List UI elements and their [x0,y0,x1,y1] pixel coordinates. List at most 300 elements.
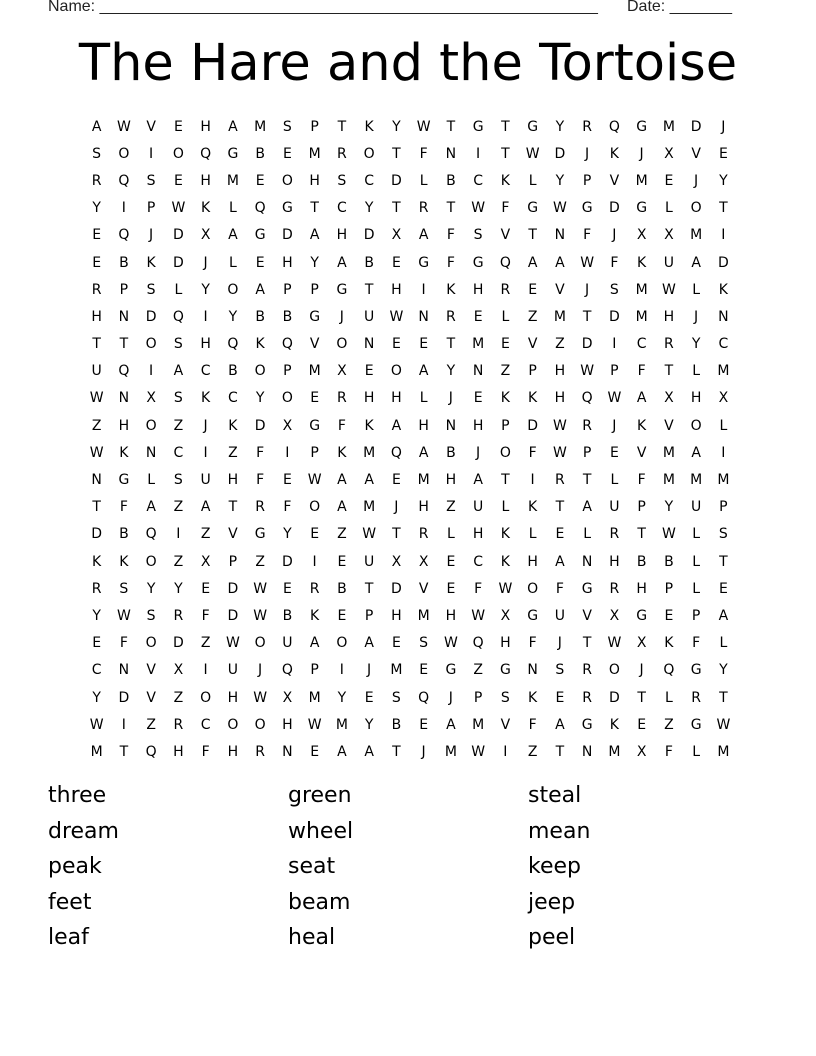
grid-letter[interactable]: G [445,662,457,679]
grid-letter[interactable]: E [609,444,619,461]
grid-letter[interactable]: Y [201,281,210,298]
grid-letter[interactable]: P [310,118,319,135]
grid-letter[interactable]: T [92,499,101,516]
grid-letter[interactable]: C [364,172,375,189]
grid-letter[interactable]: E [391,254,401,271]
grid-letter[interactable]: M [390,662,403,679]
grid-letter[interactable]: Y [719,662,728,679]
grid-letter[interactable]: O [281,172,293,189]
grid-letter[interactable]: R [255,743,265,760]
grid-letter[interactable]: O [608,662,620,679]
grid-letter[interactable]: J [258,662,263,679]
grid-letter[interactable]: A [91,118,102,135]
grid-letter[interactable]: J [203,417,208,434]
grid-letter[interactable]: Z [527,743,538,760]
grid-letter[interactable]: N [363,336,375,353]
grid-letter[interactable]: N [527,662,538,679]
grid-letter[interactable]: K [718,281,728,298]
grid-letter[interactable]: Q [608,118,620,135]
grid-letter[interactable]: R [91,580,102,597]
grid-letter[interactable]: X [664,390,674,407]
grid-letter[interactable]: X [391,553,402,570]
grid-letter[interactable]: D [254,417,266,434]
grid-letter[interactable]: S [146,172,156,189]
grid-letter[interactable]: V [228,526,238,543]
grid-letter[interactable]: H [227,472,239,489]
grid-letter[interactable]: E [282,472,292,489]
grid-letter[interactable]: B [255,308,265,325]
grid-letter[interactable]: A [555,716,565,733]
grid-letter[interactable]: K [446,281,456,298]
grid-letter[interactable]: S [500,689,510,706]
grid-letter[interactable]: F [664,743,673,760]
grid-letter[interactable]: O [200,689,212,706]
grid-letter[interactable]: L [692,363,701,380]
grid-letter[interactable]: G [690,662,702,679]
grid-letter[interactable]: O [363,145,375,162]
grid-letter[interactable]: W [443,635,458,652]
grid-letter[interactable]: O [227,281,239,298]
grid-letter[interactable]: A [364,472,374,489]
grid-letter[interactable]: H [500,635,511,652]
grid-letter[interactable]: T [446,200,456,217]
grid-letter[interactable]: E [337,607,347,624]
grid-letter[interactable]: A [337,254,347,271]
grid-letter[interactable]: F [692,635,701,652]
grid-letter[interactable]: L [692,580,701,597]
grid-letter[interactable]: R [418,526,429,543]
grid-letter[interactable]: X [282,689,293,706]
grid-letter[interactable]: G [527,118,539,135]
grid-letter[interactable]: U [364,308,375,325]
grid-letter[interactable]: I [203,662,208,679]
grid-letter[interactable]: G [499,662,511,679]
grid-letter[interactable]: E [92,635,102,652]
grid-letter[interactable]: R [91,172,102,189]
grid-letter[interactable]: H [554,390,566,407]
grid-letter[interactable]: L [147,472,156,489]
grid-letter[interactable]: K [228,417,238,434]
grid-letter[interactable]: L [692,553,701,570]
grid-letter[interactable]: M [662,444,675,461]
grid-letter[interactable]: Q [172,308,184,325]
grid-letter[interactable]: F [555,580,564,597]
grid-letter[interactable]: C [200,363,211,380]
grid-letter[interactable]: O [390,363,402,380]
grid-letter[interactable]: X [636,227,647,244]
grid-letter[interactable]: E [92,227,102,244]
grid-letter[interactable]: A [228,227,238,244]
grid-letter[interactable]: V [527,336,538,353]
grid-letter[interactable]: T [92,336,101,353]
grid-letter[interactable]: D [527,417,539,434]
grid-letter[interactable]: O [309,499,321,516]
grid-letter[interactable]: M [472,336,485,353]
grid-letter[interactable]: I [312,553,317,570]
grid-letter[interactable]: Z [173,689,184,706]
grid-letter[interactable]: O [336,336,348,353]
grid-letter[interactable]: K [364,417,374,434]
grid-letter[interactable]: Y [364,200,374,217]
grid-letter[interactable]: T [310,200,319,217]
grid-letter[interactable]: S [609,281,619,298]
grid-letter[interactable]: K [500,526,510,543]
grid-letter[interactable]: Q [145,743,157,760]
grid-letter[interactable]: M [553,308,566,325]
grid-letter[interactable]: L [228,200,237,217]
grid-letter[interactable]: D [172,635,184,652]
grid-letter[interactable]: L [664,200,673,217]
grid-letter[interactable]: A [364,743,374,760]
grid-letter[interactable]: S [146,607,156,624]
grid-letter[interactable]: J [367,662,372,679]
grid-letter[interactable]: E [555,526,565,543]
grid-letter[interactable]: C [636,336,647,353]
grid-letter[interactable]: Y [283,526,292,543]
grid-letter[interactable]: S [173,472,183,489]
grid-letter[interactable]: Q [472,635,484,652]
grid-letter[interactable]: E [364,689,374,706]
grid-letter[interactable]: G [309,308,321,325]
grid-letter[interactable]: K [255,336,265,353]
grid-letter[interactable]: T [228,499,238,516]
grid-letter[interactable]: S [119,580,129,597]
grid-letter[interactable]: W [580,363,595,380]
grid-letter[interactable]: E [391,472,401,489]
grid-letter[interactable]: H [200,336,211,353]
grid-letter[interactable]: F [474,580,483,597]
grid-letter[interactable]: M [690,227,703,244]
grid-letter[interactable]: Y [691,336,701,353]
grid-letter[interactable]: H [527,553,538,570]
grid-letter[interactable]: W [607,635,622,652]
grid-letter[interactable]: H [363,390,375,407]
grid-letter[interactable]: E [473,308,483,325]
grid-letter[interactable]: D [118,689,130,706]
grid-letter[interactable]: R [555,472,565,489]
grid-letter[interactable]: B [119,254,129,271]
grid-letter[interactable]: O [118,145,130,162]
grid-letter[interactable]: M [226,172,239,189]
grid-letter[interactable]: K [528,390,538,407]
grid-letter[interactable]: D [172,227,184,244]
grid-letter[interactable]: H [663,308,675,325]
grid-letter[interactable]: J [448,689,453,706]
grid-letter[interactable]: D [227,607,239,624]
grid-letter[interactable]: X [337,363,347,380]
grid-letter[interactable]: W [253,689,268,706]
grid-letter[interactable]: F [256,472,265,489]
grid-letter[interactable]: K [364,118,374,135]
grid-letter[interactable]: Q [418,689,430,706]
grid-letter[interactable]: U [554,607,565,624]
grid-letter[interactable]: J [476,444,481,461]
grid-letter[interactable]: A [636,390,647,407]
grid-letter[interactable]: M [90,743,103,760]
grid-letter[interactable]: M [472,716,485,733]
grid-letter[interactable]: M [717,363,730,380]
grid-letter[interactable]: C [173,444,184,461]
grid-letter[interactable]: F [501,200,510,217]
grid-letter[interactable]: E [92,254,102,271]
grid-letter[interactable]: P [691,607,701,624]
grid-letter[interactable]: D [281,553,293,570]
grid-letter[interactable]: T [637,526,646,543]
grid-letter[interactable]: C [91,662,102,679]
grid-letter[interactable]: L [501,499,510,516]
grid-letter[interactable]: D [363,227,375,244]
grid-letter[interactable]: I [176,526,181,543]
grid-letter[interactable]: S [173,336,183,353]
grid-letter[interactable]: A [309,227,320,244]
grid-letter[interactable]: A [582,499,592,516]
grid-letter[interactable]: K [637,254,647,271]
grid-letter[interactable]: K [664,635,674,652]
grid-letter[interactable]: Z [173,499,184,516]
grid-letter[interactable]: Y [555,172,565,189]
grid-letter[interactable]: A [718,607,729,624]
grid-letter[interactable]: S [555,662,565,679]
grid-letter[interactable]: V [146,662,156,679]
grid-letter[interactable]: J [448,390,453,407]
grid-letter[interactable]: F [256,444,265,461]
grid-letter[interactable]: M [635,281,648,298]
grid-letter[interactable]: G [118,472,130,489]
grid-letter[interactable]: F [637,363,646,380]
grid-letter[interactable]: Q [581,390,593,407]
grid-letter[interactable]: X [391,227,402,244]
grid-letter[interactable]: M [608,743,621,760]
grid-letter[interactable]: J [585,145,590,162]
grid-letter[interactable]: W [253,607,268,624]
grid-letter[interactable]: B [391,716,402,733]
grid-letter[interactable]: D [608,308,620,325]
grid-letter[interactable]: W [389,308,404,325]
grid-letter[interactable]: S [92,145,102,162]
grid-letter[interactable]: Y [337,689,347,706]
grid-letter[interactable]: E [282,580,292,597]
grid-letter[interactable]: H [118,417,130,434]
grid-letter[interactable]: X [173,662,184,679]
grid-letter[interactable]: E [473,390,483,407]
grid-letter[interactable]: M [662,472,675,489]
grid-letter[interactable]: I [203,444,208,461]
grid-letter[interactable]: N [445,145,457,162]
grid-letter[interactable]: F [419,145,428,162]
grid-letter[interactable]: Y [92,200,101,217]
grid-letter[interactable]: A [473,472,483,489]
grid-letter[interactable]: F [283,499,292,516]
grid-letter[interactable]: O [227,716,239,733]
grid-letter[interactable]: V [636,444,647,461]
grid-letter[interactable]: A [364,635,374,652]
grid-letter[interactable]: A [309,635,320,652]
grid-letter[interactable]: I [149,145,154,162]
grid-letter[interactable]: U [200,472,211,489]
grid-letter[interactable]: L [692,743,701,760]
grid-letter[interactable]: L [528,172,537,189]
grid-letter[interactable]: Y [392,118,401,135]
grid-letter[interactable]: T [119,743,129,760]
grid-letter[interactable]: V [500,227,511,244]
grid-letter[interactable]: R [446,308,456,325]
grid-letter[interactable]: E [555,689,565,706]
grid-letter[interactable]: Z [473,662,483,679]
grid-letter[interactable]: G [636,200,648,217]
grid-letter[interactable]: G [336,281,348,298]
grid-letter[interactable]: H [309,172,320,189]
grid-letter[interactable]: E [173,172,183,189]
grid-letter[interactable]: Y [664,499,674,516]
grid-letter[interactable]: A [391,417,402,434]
grid-letter[interactable]: T [637,689,646,706]
grid-letter[interactable]: T [582,308,592,325]
grid-letter[interactable]: S [337,172,347,189]
grid-letter[interactable]: K [609,716,619,733]
grid-letter[interactable]: C [227,390,238,407]
grid-letter[interactable]: R [582,662,592,679]
grid-letter[interactable]: O [145,553,157,570]
grid-letter[interactable]: T [719,689,728,706]
grid-letter[interactable]: W [661,281,676,298]
grid-letter[interactable]: W [498,580,513,597]
grid-letter[interactable]: S [391,689,401,706]
grid-letter[interactable]: D [390,172,402,189]
grid-letter[interactable]: L [692,526,701,543]
grid-letter[interactable]: P [119,281,129,298]
grid-letter[interactable]: I [721,444,726,461]
grid-letter[interactable]: U [282,635,293,652]
grid-letter[interactable]: B [664,553,674,570]
grid-letter[interactable]: X [718,390,729,407]
grid-letter[interactable]: H [282,254,293,271]
grid-letter[interactable]: U [663,254,674,271]
grid-letter[interactable]: T [392,743,401,760]
grid-letter[interactable]: I [339,662,344,679]
grid-letter[interactable]: H [690,390,702,407]
grid-letter[interactable]: I [121,200,126,217]
grid-letter[interactable]: R [255,499,265,516]
grid-letter[interactable]: H [227,689,239,706]
grid-letter[interactable]: I [612,336,617,353]
grid-letter[interactable]: E [310,743,320,760]
grid-letter[interactable]: D [91,526,103,543]
grid-letter[interactable]: F [201,743,210,760]
grid-letter[interactable]: P [310,662,319,679]
grid-letter[interactable]: D [717,254,729,271]
grid-letter[interactable]: P [637,499,646,516]
grid-letter[interactable]: L [501,308,510,325]
grid-letter[interactable]: N [718,308,729,325]
grid-letter[interactable]: E [718,580,728,597]
grid-letter[interactable]: K [119,553,129,570]
grid-letter[interactable]: M [363,444,376,461]
grid-letter[interactable]: M [444,743,457,760]
grid-letter[interactable]: P [283,281,292,298]
grid-letter[interactable]: R [582,417,592,434]
grid-letter[interactable]: K [310,607,320,624]
grid-letter[interactable]: J [639,145,644,162]
grid-letter[interactable]: Y [174,580,183,597]
grid-letter[interactable]: P [501,417,510,434]
grid-letter[interactable]: O [254,635,266,652]
grid-letter[interactable]: Z [664,716,674,733]
grid-letter[interactable]: F [119,499,128,516]
grid-letter[interactable]: N [445,417,457,434]
grid-letter[interactable]: X [636,635,647,652]
grid-letter[interactable]: T [364,281,374,298]
grid-letter[interactable]: Y [92,689,101,706]
grid-letter[interactable]: H [418,499,429,516]
grid-letter[interactable]: Y [310,254,319,271]
grid-letter[interactable]: I [203,308,208,325]
grid-letter[interactable]: A [337,499,347,516]
grid-letter[interactable]: K [119,444,129,461]
grid-letter[interactable]: X [146,390,156,407]
grid-letter[interactable]: A [527,254,538,271]
grid-letter[interactable]: V [309,336,320,353]
grid-letter[interactable]: F [637,472,646,489]
grid-letter[interactable]: G [581,716,593,733]
grid-letter[interactable]: W [607,390,622,407]
grid-letter[interactable]: N [581,743,593,760]
grid-letter[interactable]: F [583,227,592,244]
grid-letter[interactable]: B [282,607,293,624]
grid-letter[interactable]: E [664,607,674,624]
grid-letter[interactable]: P [610,363,619,380]
grid-letter[interactable]: L [419,390,428,407]
grid-letter[interactable]: P [310,281,319,298]
grid-letter[interactable]: X [200,227,211,244]
grid-letter[interactable]: D [390,580,402,597]
grid-letter[interactable]: C [473,553,484,570]
grid-letter[interactable]: Y [92,607,101,624]
grid-letter[interactable]: V [500,716,511,733]
grid-letter[interactable]: L [719,417,728,434]
grid-letter[interactable]: H [418,417,429,434]
grid-letter[interactable]: W [716,716,731,733]
grid-letter[interactable]: H [554,363,566,380]
grid-letter[interactable]: R [664,336,674,353]
grid-letter[interactable]: A [418,444,429,461]
grid-letter[interactable]: J [339,308,344,325]
grid-letter[interactable]: A [200,499,211,516]
grid-letter[interactable]: J [149,227,154,244]
grid-letter[interactable]: E [201,580,211,597]
grid-letter[interactable]: H [472,526,484,543]
grid-letter[interactable]: C [200,716,211,733]
grid-letter[interactable]: I [721,227,726,244]
grid-letter[interactable]: E [446,553,456,570]
grid-letter[interactable]: M [363,499,376,516]
grid-letter[interactable]: G [581,200,593,217]
grid-letter[interactable]: K [92,553,102,570]
grid-letter[interactable]: N [118,308,130,325]
grid-letter[interactable]: N [282,743,293,760]
grid-letter[interactable]: P [473,689,483,706]
grid-letter[interactable]: G [254,227,266,244]
grid-letter[interactable]: I [530,472,535,489]
grid-letter[interactable]: K [528,499,538,516]
grid-letter[interactable]: Q [499,254,511,271]
grid-letter[interactable]: Z [555,336,565,353]
grid-letter[interactable]: A [418,227,429,244]
grid-letter[interactable]: P [582,444,592,461]
grid-letter[interactable]: R [91,281,102,298]
grid-letter[interactable]: Y [255,390,265,407]
grid-letter[interactable]: Q [281,336,293,353]
grid-letter[interactable]: M [635,308,648,325]
